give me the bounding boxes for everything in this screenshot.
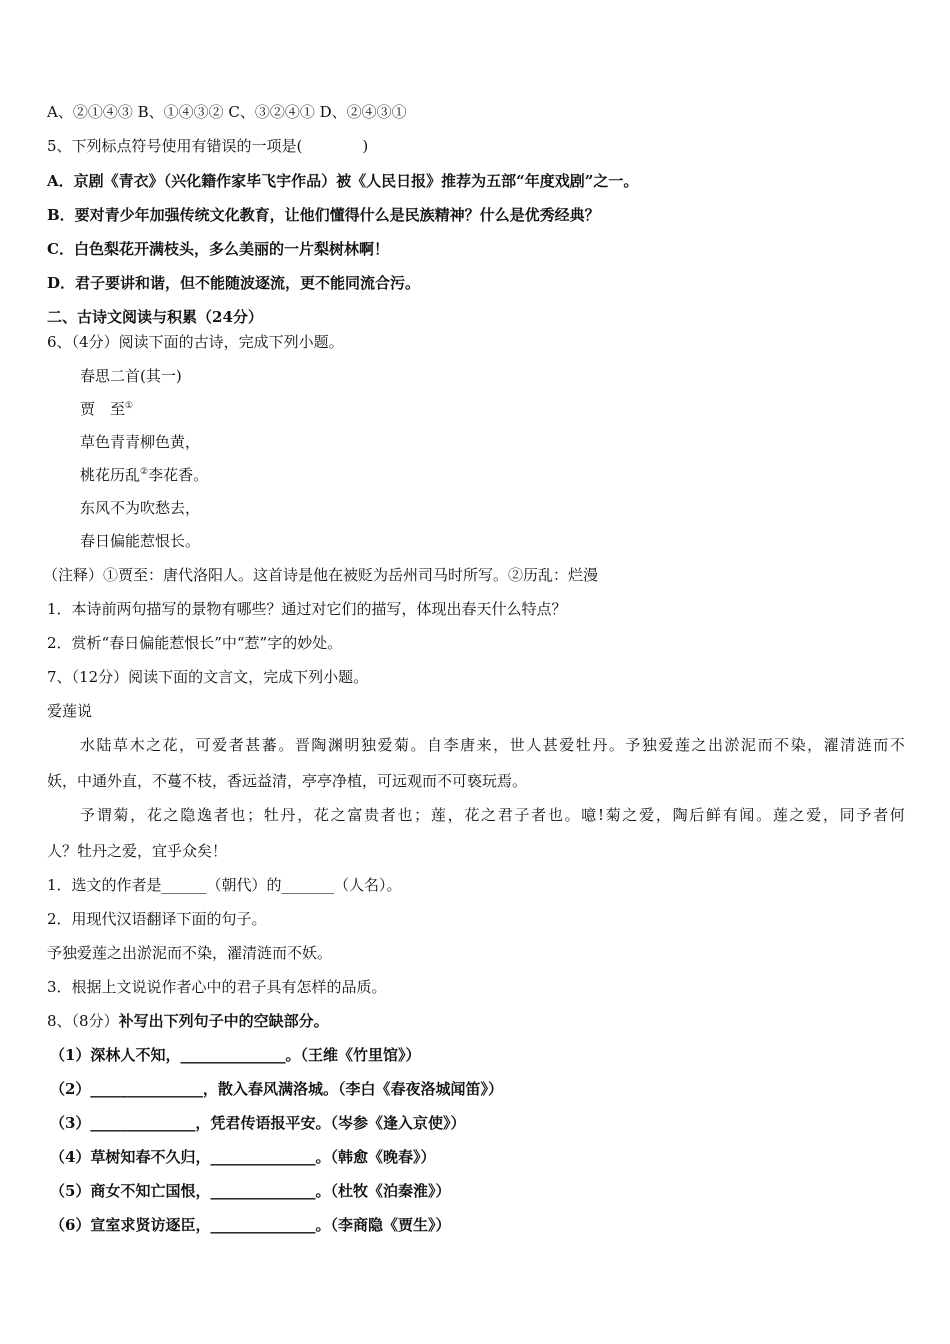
- poem-author-name: 贾 至: [80, 400, 126, 418]
- poem-notes: （注释）①贾至：唐代洛阳人。这首诗是他在被贬为岳州司马时所写。②历乱：烂漫: [43, 566, 599, 584]
- q5-option-c: C．白色梨花开满枝头，多么美丽的一片梨树林啊！: [47, 240, 389, 258]
- q6-stem: 6、（4分）阅读下面的古诗，完成下列小题。: [47, 333, 344, 351]
- q5-option-d: D．君子要讲和谐，但不能随波逐流，更不能同流合污。: [47, 274, 421, 292]
- q5-stem: 5、下列标点符号使用有错误的一项是( ): [47, 137, 369, 155]
- q8-number: 8、（8分）: [47, 1012, 119, 1030]
- essay-title: 爱莲说: [47, 702, 93, 720]
- poem-line-2: [80, 465, 208, 485]
- q7-sub-2: 2．用现代汉语翻译下面的句子。: [47, 910, 267, 928]
- essay-paragraph-1-line-2: 妖，中通外直，不蔓不枝，香远益清，亭亭净植，可远观而不可亵玩焉。: [47, 772, 528, 790]
- q7-sub-1: 1．选文的作者是______（朝代）的_______（人名）。: [47, 876, 402, 894]
- q7-stem: 7、（12分）阅读下面的文言文，完成下列小题。: [47, 668, 369, 686]
- q8-item-1: （1）深林人不知，______________。（王维《竹里馆》）: [50, 1046, 421, 1064]
- q5-option-b: B．要对青少年加强传统文化教育，让他们懂得什么是民族精神？什么是优秀经典？: [47, 206, 600, 224]
- q5-option-a: A．京剧《青衣》（兴化籍作家毕飞宇作品）被《人民日报》推荐为五部“年度戏剧”之一。: [47, 172, 639, 190]
- q8-item-4: （4）草树知春不久归，______________。（韩愈《晚春》）: [50, 1148, 436, 1166]
- q4-options: A、②①④③ B、①④③② C、③②④① D、②④③①: [47, 103, 407, 121]
- q8-item-6: （6）宣室求贤访逐臣，______________。（李商隐《贾生》）: [50, 1216, 451, 1234]
- essay-paragraph-1-line-1: 水陆草木之花，可爱者甚蕃。晋陶渊明独爱菊。自李唐来，世人甚爱牡丹。予独爱莲之出淤泥而不染，濯清涟而不: [80, 736, 905, 754]
- poem-title: 春思二首(其一): [80, 367, 182, 385]
- section-heading: 二、古诗文阅读与积累（24分）: [47, 308, 263, 326]
- essay-paragraph-2-line-2: 人？牡丹之爱，宜乎众矣！: [47, 842, 228, 860]
- poem-author: [80, 399, 133, 419]
- q8-stem: [47, 1011, 329, 1031]
- poem-line-2-part-b: 李花香。: [148, 466, 209, 484]
- poem-line-2-part-a: 桃花历乱: [80, 466, 141, 484]
- q6-sub-1: 1．本诗前两句描写的景物有哪些？通过对它们的描写，体现出春天什么特点？: [47, 600, 567, 618]
- q7-sub-2-sentence: 予独爱莲之出淤泥而不染，濯清涟而不妖。: [47, 944, 333, 962]
- footnote-marker: ①: [125, 401, 134, 411]
- q8-item-5: （5）商女不知亡国恨，______________。（杜牧《泊秦淮》）: [50, 1182, 451, 1200]
- q7-sub-3: 3．根据上文说说作者心中的君子具有怎样的品质。: [47, 978, 387, 996]
- footnote-marker: ②: [140, 467, 149, 477]
- poem-line-4: 春日偏能惹恨长。: [80, 532, 201, 550]
- q8-item-2: （2）_______________，散入春风满洛城。（李白《春夜洛城闻笛》）: [50, 1080, 503, 1098]
- essay-paragraph-2-line-1: 予谓菊，花之隐逸者也；牡丹，花之富贵者也；莲，花之君子者也。噫!菊之爱，陶后鲜有闻。莲之爱，同予者何: [80, 806, 905, 824]
- q8-instruction: 补写出下列句子中的空缺部分。: [118, 1012, 329, 1030]
- q8-item-3: （3）______________，凭君传语报平安。（岑参《逢入京使》）: [50, 1114, 466, 1132]
- poem-line-1: 草色青青柳色黄，: [80, 433, 201, 451]
- poem-line-3: 东风不为吹愁去，: [80, 499, 201, 517]
- q6-sub-2: 2．赏析“春日偏能惹恨长”中“惹”字的妙处。: [47, 634, 343, 652]
